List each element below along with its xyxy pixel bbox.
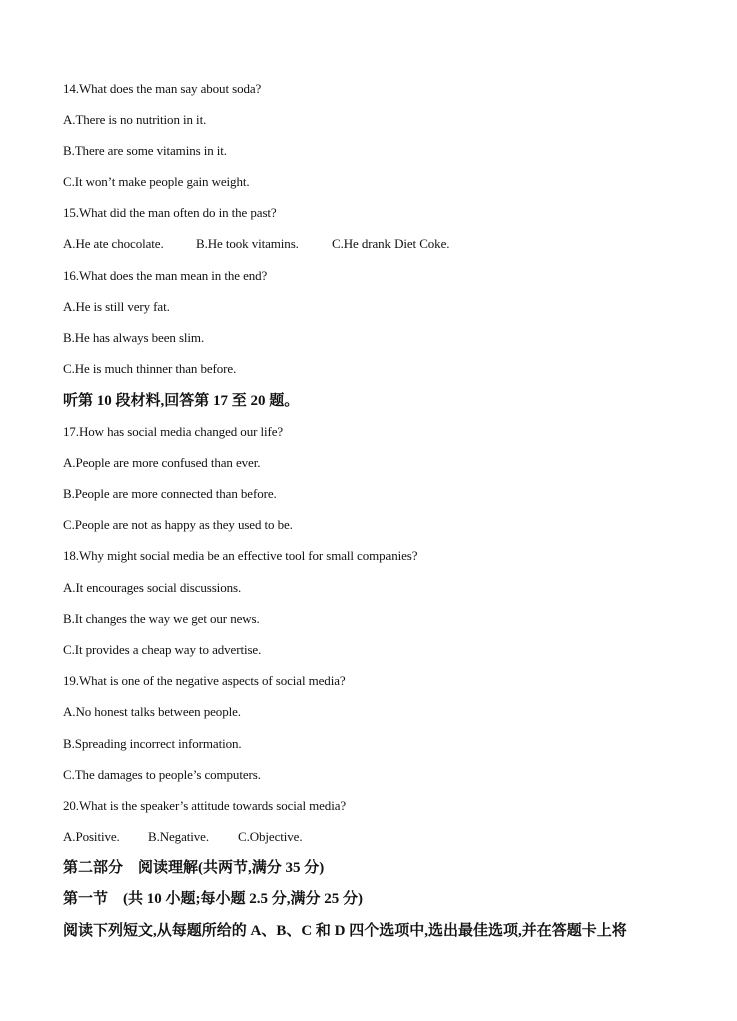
q19-option-b: B.Spreading incorrect information.: [63, 736, 242, 751]
q17-option-a: A.People are more confused than ever.: [63, 455, 261, 470]
q16-option-c: C.He is much thinner than before.: [63, 361, 237, 376]
q19-option-a: A.No honest talks between people.: [63, 704, 241, 719]
section-10-heading: 听第 10 段材料,回答第 17 至 20 题。: [63, 393, 300, 409]
q14-option-c: C.It won’t make people gain weight.: [63, 174, 250, 189]
section-1-heading: 第一节 (共 10 小题;每小题 2.5 分,满分 25 分): [63, 891, 363, 907]
question-20: 20.What is the speaker’s attitude towards social media?: [63, 798, 347, 813]
question-14: 14.What does the man say about soda?: [63, 81, 262, 96]
q18-option-c: C.It provides a cheap way to advertise.: [63, 642, 262, 657]
q15-option-a: A.He ate chocolate.: [63, 236, 164, 251]
q18-option-b: B.It changes the way we get our news.: [63, 611, 260, 626]
q20-options-row: [63, 829, 303, 845]
q20-option-b: B.Negative.: [148, 829, 209, 844]
q20-option-c: C.Objective.: [238, 829, 303, 844]
question-19: 19.What is one of the negative aspects of social media?: [63, 673, 346, 688]
q19-option-c: C.The damages to people’s computers.: [63, 767, 261, 782]
question-17: 17.How has social media changed our life?: [63, 424, 284, 439]
question-15: 15.What did the man often do in the past?: [63, 205, 277, 220]
q14-option-a: A.There is no nutrition in it.: [63, 112, 207, 127]
q15-options-row: [63, 236, 449, 252]
question-18: 18.Why might social media be an effective tool for small companies?: [63, 548, 418, 563]
reading-instructions: 阅读下列短文,从每题所给的 A、B、C 和 D 四个选项中,选出最佳选项,并在答题卡上将: [63, 923, 627, 939]
q20-option-a: A.Positive.: [63, 829, 120, 844]
q17-option-b: B.People are more connected than before.: [63, 486, 277, 501]
q15-option-c: C.He drank Diet Coke.: [332, 236, 450, 251]
q15-option-b: B.He took vitamins.: [196, 236, 299, 251]
q16-option-b: B.He has always been slim.: [63, 330, 205, 345]
q14-option-b: B.There are some vitamins in it.: [63, 143, 227, 158]
question-16: 16.What does the man mean in the end?: [63, 268, 268, 283]
q17-option-c: C.People are not as happy as they used to be.: [63, 517, 293, 532]
q18-option-a: A.It encourages social discussions.: [63, 580, 242, 595]
part-2-heading: 第二部分 阅读理解(共两节,满分 35 分): [63, 860, 325, 876]
q16-option-a: A.He is still very fat.: [63, 299, 170, 314]
